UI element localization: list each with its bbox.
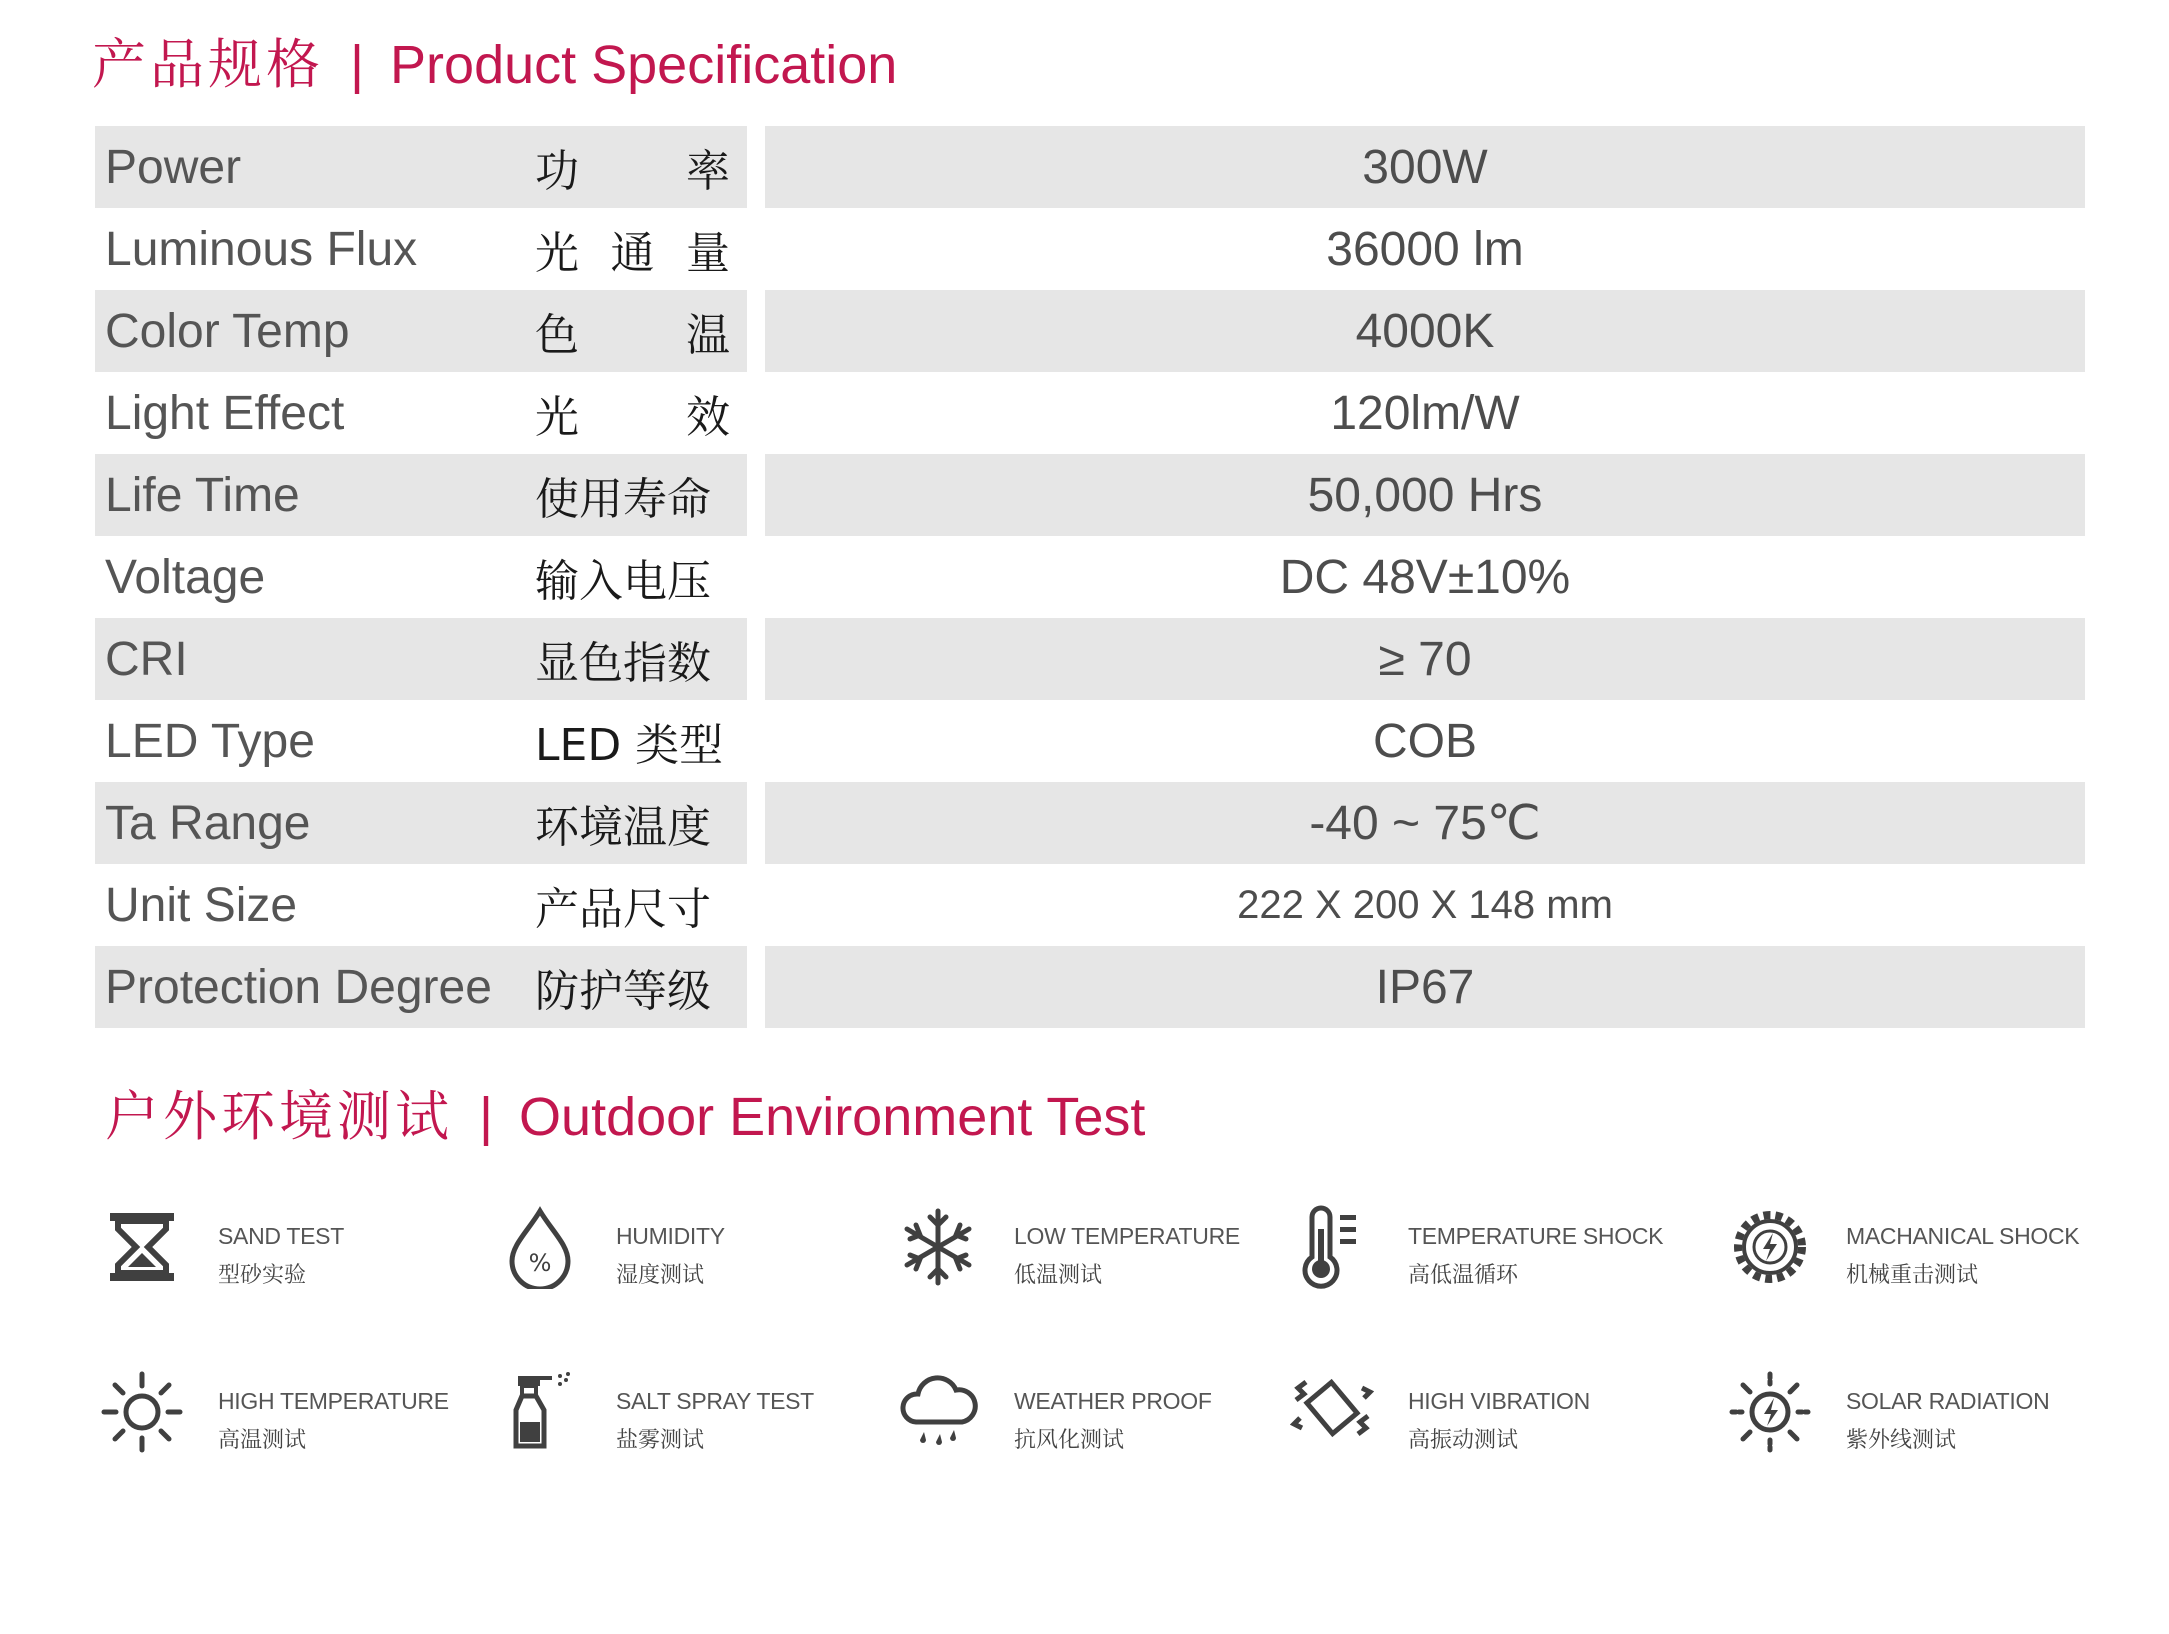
rain-cloud-icon: [896, 1370, 980, 1454]
test-label-zh: 抗风化测试: [1014, 1428, 1125, 1453]
spec-label-en: Color Temp: [105, 304, 350, 358]
spec-value: 4000K: [765, 290, 2085, 372]
test-label: [218, 1388, 449, 1454]
test-item: [1290, 1370, 1690, 1480]
test-item: [498, 1205, 898, 1315]
spec-row: [95, 372, 2085, 454]
spec-value: COB: [1372, 714, 1477, 768]
test-label: [1846, 1388, 2049, 1454]
spec-row: [95, 700, 2085, 782]
test-item: [896, 1205, 1296, 1315]
test-item: [100, 1370, 500, 1480]
spec-label-cell: [95, 782, 747, 864]
spec-row: [95, 454, 2085, 536]
spec-value: IP67: [765, 946, 2085, 1028]
spec-label-cell: [95, 126, 747, 208]
spec-label-cell: [95, 290, 747, 372]
test-label-en: SALT SPRAY TEST: [616, 1388, 814, 1414]
env-section-title: [105, 1087, 1146, 1147]
env-title-en: Outdoor Environment Test: [519, 1087, 1146, 1147]
test-label: [1014, 1223, 1240, 1289]
snowflake-icon: [896, 1205, 980, 1289]
spec-row: [95, 536, 2085, 618]
spec-label-zh: LED 类型: [535, 720, 724, 771]
spec-label-cell: [95, 700, 747, 782]
test-label: [218, 1223, 344, 1289]
test-label-zh: 紫外线测试: [1846, 1428, 1957, 1453]
test-label: [616, 1388, 814, 1454]
env-title-zh: 户外环境测试: [105, 1087, 453, 1147]
spec-label-zh: 防护等级: [535, 966, 711, 1017]
spec-label-zh: 输入电压: [535, 556, 711, 607]
spec-label-en: Unit Size: [105, 878, 298, 932]
test-label-en: HIGH TEMPERATURE: [218, 1388, 449, 1414]
spec-row: [95, 864, 2085, 946]
test-item: [498, 1370, 898, 1480]
spec-value: ≥ 70: [765, 618, 2085, 700]
test-label-en: HIGH VIBRATION: [1408, 1388, 1590, 1414]
test-label-en: SOLAR RADIATION: [1846, 1388, 2050, 1414]
spec-label-en: Power: [105, 140, 242, 194]
spec-label-zh: 环境温度: [535, 802, 711, 853]
spec-label-cell: [95, 208, 747, 290]
sun-icon: [100, 1370, 184, 1454]
spec-label-cell: [95, 454, 747, 536]
test-label-zh: 高温测试: [218, 1428, 307, 1453]
test-label-en: SAND TEST: [218, 1223, 344, 1249]
spec-label-cell: [95, 864, 747, 946]
test-label-zh: 盐雾测试: [616, 1428, 705, 1453]
test-label-zh: 高低温循环: [1408, 1263, 1519, 1288]
spec-label-zh: 使用寿命: [535, 474, 711, 525]
hourglass-icon: [100, 1205, 184, 1289]
test-label-en: WEATHER PROOF: [1014, 1388, 1212, 1414]
test-item: [896, 1370, 1296, 1480]
spec-label-en: Ta Range: [105, 796, 311, 850]
test-label-zh: 低温测试: [1014, 1263, 1103, 1288]
spec-value: 120lm/W: [1330, 386, 1520, 440]
spec-label-zh: 色 温: [535, 310, 730, 361]
spec-section-title: [92, 35, 898, 95]
spec-label-cell: [95, 536, 747, 618]
spec-label-en: Voltage: [105, 550, 266, 604]
thermometer-icon: [1290, 1205, 1374, 1289]
gear-bolt-icon: [1728, 1205, 1812, 1289]
spec-label-cell: [95, 946, 747, 1028]
test-label-en: HUMIDITY: [616, 1223, 725, 1249]
spec-row: [95, 946, 2085, 1028]
spec-value: -40 ~ 75℃: [765, 782, 2085, 864]
spray-bottle-icon: [498, 1370, 582, 1454]
test-label: [1846, 1223, 2079, 1289]
test-label-en: LOW TEMPERATURE: [1014, 1223, 1240, 1249]
title-separator: |: [479, 1087, 494, 1147]
spec-label-zh: 功 率: [535, 146, 730, 197]
spec-label-en: Luminous Flux: [105, 222, 418, 276]
solar-bolt-icon: [1728, 1370, 1812, 1454]
title-separator: |: [350, 35, 365, 95]
spec-label-en: LED Type: [105, 714, 315, 768]
test-item: [1728, 1205, 2128, 1315]
spec-label-zh: 产品尺寸: [535, 884, 711, 935]
spec-title-en: Product Specification: [390, 35, 898, 95]
test-item: [100, 1205, 500, 1315]
vibration-icon: [1290, 1370, 1374, 1454]
test-label: [1014, 1388, 1212, 1454]
test-label-zh: 型砂实验: [218, 1263, 307, 1288]
test-item: [1728, 1370, 2128, 1480]
spec-row: [95, 290, 2085, 372]
spec-value: 36000 lm: [1326, 222, 1524, 276]
test-label-zh: 高振动测试: [1408, 1428, 1519, 1453]
test-label-en: TEMPERATURE SHOCK: [1408, 1223, 1664, 1249]
test-item: [1290, 1205, 1690, 1315]
spec-title-zh: 产品规格: [92, 35, 324, 95]
spec-label-zh: 光 效: [535, 392, 730, 443]
spec-table: [95, 126, 2085, 1028]
spec-label-en: Light Effect: [105, 386, 345, 440]
spec-value: 222 X 200 X 148 mm: [1237, 882, 1613, 927]
test-label: [1408, 1388, 1590, 1454]
spec-label-zh: 显色指数: [535, 638, 711, 689]
test-label: [616, 1223, 725, 1289]
spec-label-zh: 光 通 量: [535, 228, 730, 279]
humidity-drop-icon: [498, 1205, 582, 1289]
test-label: [1408, 1223, 1663, 1289]
spec-label-cell: [95, 372, 747, 454]
spec-value: 50,000 Hrs: [765, 454, 2085, 536]
test-label-en: MACHANICAL SHOCK: [1846, 1223, 2080, 1249]
spec-row: [95, 126, 2085, 208]
svg-text:%: %: [528, 1249, 552, 1277]
spec-label-en: CRI: [105, 632, 188, 686]
spec-row: [95, 208, 2085, 290]
spec-row: [95, 618, 2085, 700]
spec-value: 300W: [765, 126, 2085, 208]
spec-label-en: Life Time: [105, 468, 300, 522]
spec-row: [95, 782, 2085, 864]
test-label-zh: 机械重击测试: [1846, 1263, 1979, 1288]
spec-label-en: Protection Degree: [105, 960, 492, 1014]
spec-value: DC 48V±10%: [1279, 550, 1571, 604]
spec-label-cell: [95, 618, 747, 700]
test-label-zh: 湿度测试: [616, 1263, 705, 1288]
